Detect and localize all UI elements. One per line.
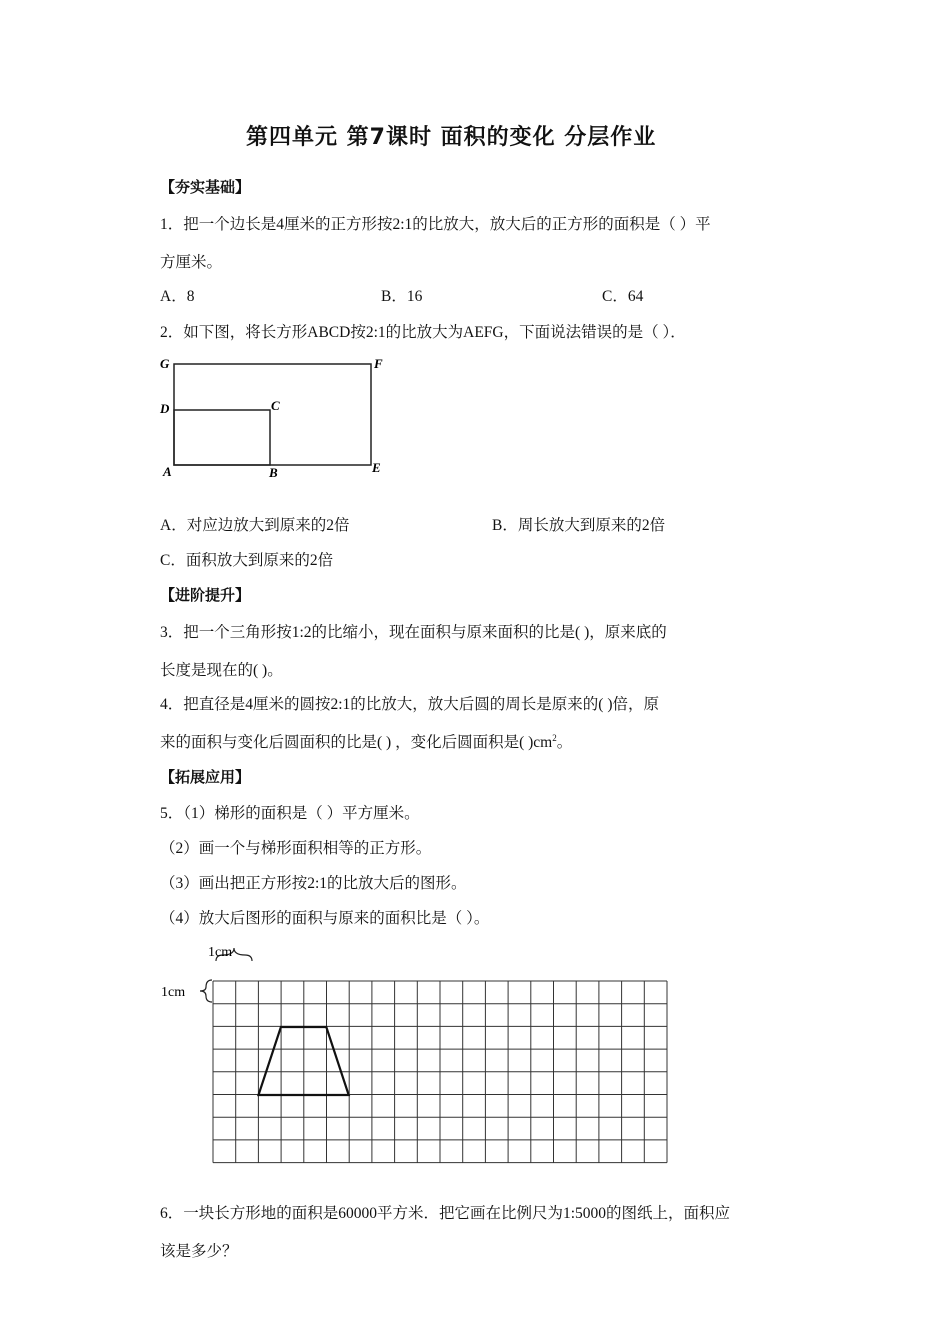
label-g: G (160, 356, 170, 371)
grid-label-left: 1cm (161, 985, 186, 1000)
q6-text-line2: 该是多少？ (160, 1243, 238, 1260)
q3-text-line2: 长度是现在的( )。 (160, 662, 283, 679)
rect-abcd (174, 410, 270, 465)
label-e: E (372, 460, 381, 475)
label-b: B (269, 465, 278, 480)
q4-text-line2 (160, 730, 572, 752)
q6-text-line1: 6．一块长方形地的面积是60000平方米．把它画在比例尺为1:5000的图纸上，面积应 (160, 1205, 731, 1222)
label-a: A (163, 464, 172, 479)
q3-text-line1: 3．把一个三角形按1:2的比缩小，现在面积与原来面积的比是( )，原来底的 (160, 624, 667, 641)
section-advanced: 【进阶提升】 (160, 586, 251, 604)
q1-text-line2: 方厘米。 (160, 254, 223, 271)
q4-text-line1: 4．把直径是4厘米的圆按2:1的比放大，放大后圆的周长是原来的( )倍，原 (160, 696, 660, 713)
q5-part2: （2）画一个与梯形面积相等的正方形。 (160, 840, 432, 857)
section-basic: 【夯实基础】 (160, 178, 251, 196)
q1-option-a: A．8 (160, 288, 195, 305)
rect-aefg (174, 364, 371, 465)
q2-text: 2．如下图，将长方形ABCD按2:1的比放大为AEFG，下面说法错误的是（ ）． (160, 324, 686, 341)
label-c: C (271, 398, 280, 413)
q1-option-b: B．16 (381, 288, 423, 305)
square-grid (213, 981, 667, 1163)
label-d: D (160, 401, 170, 416)
q4-line2-end: 。 (556, 734, 573, 751)
q4-unit-superscript: 2 (552, 732, 557, 743)
q2-option-b: B．周长放大到原来的2倍 (492, 517, 666, 534)
grid-figure (155, 940, 675, 1170)
grid-label-top: 1cm (208, 945, 233, 960)
q4-line2-main: 来的面积与变化后圆面积的比是( ) ，变化后圆面积是( )cm (160, 734, 553, 751)
q5-part3: （3）画出把正方形按2:1的比放大后的图形。 (160, 875, 467, 892)
q1-option-c: C．64 (602, 288, 644, 305)
page-title: 第四单元 第7课时 面积的变化 分层作业 (246, 125, 657, 150)
label-f: F (374, 356, 383, 371)
q2-option-a: A．对应边放大到原来的2倍 (160, 517, 350, 534)
section-extension: 【拓展应用】 (160, 768, 251, 786)
q5-part4: （4）放大后图形的面积与原来的面积比是（ ）。 (160, 910, 490, 927)
q2-option-c: C．面积放大到原来的2倍 (160, 552, 334, 569)
q1-text-line1: 1．把一个边长是4厘米的正方形按2:1的比放大，放大后的正方形的面积是（ ）平 (160, 216, 711, 233)
rectangle-figure (155, 350, 395, 485)
q5-part1: 5．（1）梯形的面积是（ ）平方厘米。 (160, 805, 420, 822)
left-brace-icon (200, 980, 212, 1002)
